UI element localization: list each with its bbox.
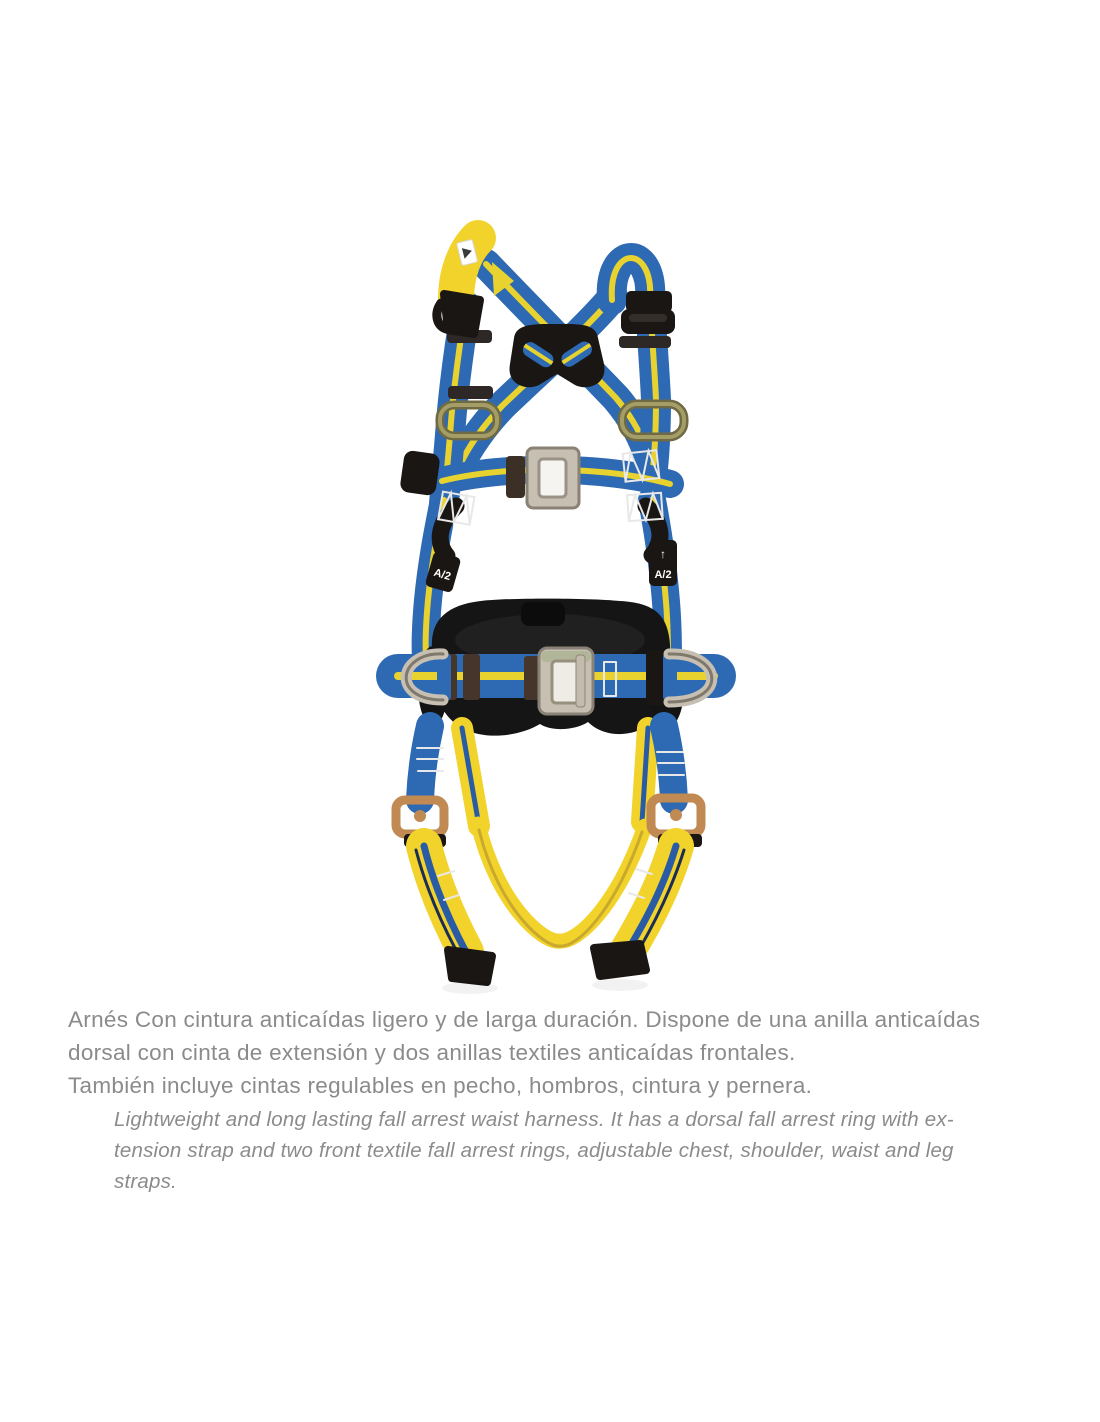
svg-text:↑: ↑ xyxy=(660,547,666,561)
dorsal-extension-strap xyxy=(437,238,514,334)
description-en-line1: Lightweight and long lasting fall arrest waist harness. It has a dorsal fall arrest ring with ex- xyxy=(114,1108,954,1131)
leg-straps xyxy=(396,726,702,994)
chest-buckle xyxy=(527,448,579,508)
description-es-line1: Arnés Con cintura anticaídas ligero y de larga duración. Dispone de una anilla anticaídas xyxy=(68,1007,981,1032)
svg-text:A/2: A/2 xyxy=(654,569,672,581)
description-en-line3: straps. xyxy=(114,1170,177,1193)
waist-buckle xyxy=(539,648,593,714)
description-en-line2: tension strap and two front textile fall arrest rings, adjustable chest, shoulder, waist and leg xyxy=(114,1139,954,1162)
description-english xyxy=(114,1104,1014,1197)
description-es-line3: También incluye cintas regulables en pecho, hombros, cintura y pernera. xyxy=(68,1073,813,1098)
connector-strap xyxy=(478,824,645,946)
a2-label-right xyxy=(649,540,677,586)
svg-text:A/2: A/2 xyxy=(432,566,453,584)
description-es-line2: dorsal con cinta de extensión y dos anillas textiles anticaídas frontales. xyxy=(68,1040,796,1065)
front-textile-rings xyxy=(440,506,660,556)
chest-cross-plate xyxy=(510,324,605,387)
description-spanish xyxy=(68,1003,1048,1102)
leg-strap-left-lower xyxy=(416,846,492,982)
right-shoulder-strap xyxy=(612,258,684,468)
